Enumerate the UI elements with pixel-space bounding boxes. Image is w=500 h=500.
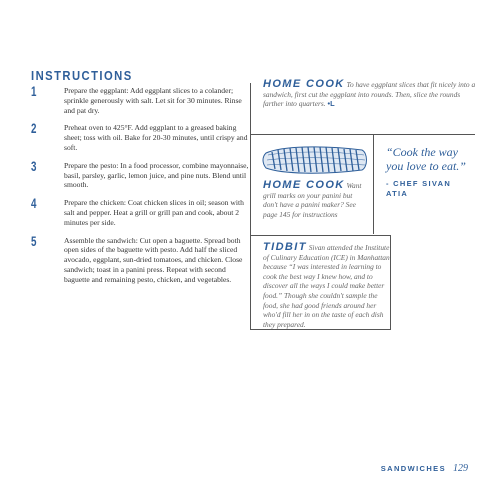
home-cook-bottom-rule: [250, 134, 475, 135]
step-text: Assemble the sandwich: Cut open a baguette. Spread both open sides of the baguette with pesto. Add half the sliced avocado, eggplant, sun-dried tomatoes, and chicken. Close sandwich; toast in a panini press. Repeat with second baguette and remaining pesto, chicken, and vegetables.: [64, 235, 243, 284]
instruction-step: [31, 120, 251, 152]
chef-quote: [386, 145, 476, 199]
step-number: 5: [31, 232, 37, 249]
instructions-section: [31, 69, 251, 285]
step-number: 4: [31, 195, 37, 212]
eggplant-illustration: [262, 141, 369, 178]
tidbit-top-rule: [250, 235, 390, 236]
tidbit-text: Sivan attended the Institute of Culinary Education (ICE) in Manhattan because “I was interested in learning to cook the best way I knew how, and to discover all the ways I could make better food.” Though she couldn't sample the food, she had good friends around her who'd fill her in on the taste of each dish they prepared.: [263, 243, 390, 329]
home-cook-text: Want grill marks on your panini but don't have a panini maker? See page 145 for instructions: [263, 181, 362, 219]
step-text: Prepare the pesto: In a food processor, combine mayonnaise, basil, parsley, garlic, lemon juice, and pine nuts. Blend until smooth.: [64, 160, 249, 190]
home-cook-title: HOME COOK: [263, 78, 345, 90]
tidbit-title: TIDBIT: [263, 241, 307, 253]
quote-attribution: - CHEF SIVAN ATIA: [386, 179, 452, 198]
quote-text: “Cook the way you love to eat.”: [386, 145, 466, 173]
page-number: 129: [453, 463, 468, 474]
quote-divider-rule: [373, 134, 374, 234]
home-cook-tip-grill: [263, 181, 368, 219]
step-number: 3: [31, 157, 37, 174]
step-text: Prepare the chicken: Coat chicken slices in oil; season with salt and pepper. Heat a grill or grill pan and cook, about 2 minutes per side.: [64, 198, 244, 227]
instruction-step: [31, 195, 251, 227]
home-cook-tip: [263, 80, 478, 109]
step-number: 1: [31, 83, 37, 99]
step-number: 2: [31, 120, 37, 137]
step-text: Preheat oven to 425°F. Add eggplant to a greased baking sheet; toss with oil. Bake for 20-30 minutes, until crispy and soft.: [64, 123, 248, 152]
page-footer: [381, 458, 468, 476]
tidbit-box: [263, 243, 393, 329]
sidebar-vertical-rule: [250, 83, 251, 329]
home-cook-text: To have eggplant slices that fit nicely into a sandwich, first cut the eggplant into rounds. Then, slice the rounds farther into quarters.: [263, 80, 476, 109]
instructions-title: INSTRUCTIONS: [31, 69, 133, 83]
step-text: Prepare the eggplant: Add eggplant slices to a colander; sprinkle generously with salt. Let sit for 30 minutes. Rinse and pat dry.: [64, 86, 242, 115]
section-name: SANDWICHES: [380, 464, 446, 473]
end-mark: •L: [327, 99, 335, 109]
instruction-step: [31, 83, 251, 115]
instruction-step: [31, 157, 251, 190]
home-cook-title: HOME COOK: [263, 179, 345, 191]
instruction-step: [31, 232, 251, 285]
